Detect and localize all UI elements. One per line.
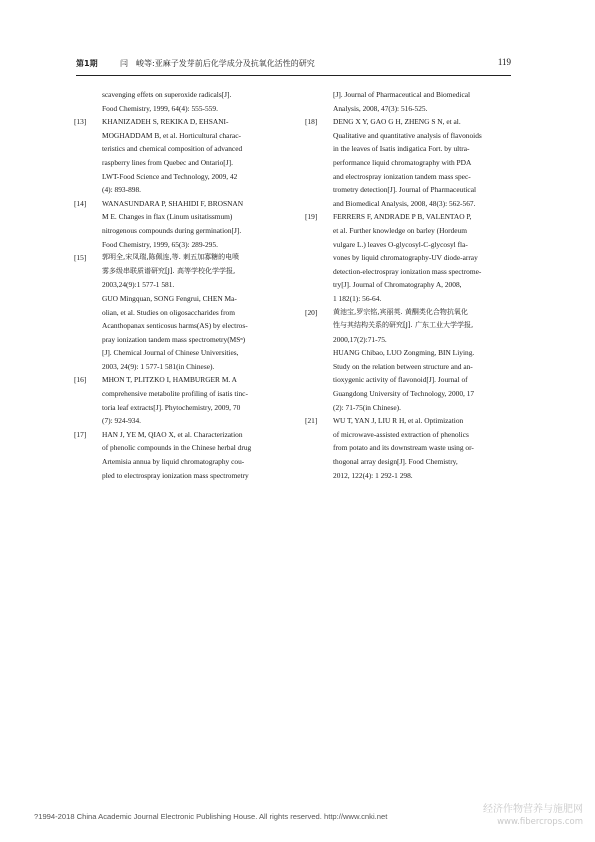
- reference-line: nitrogenous compounds during germination[J].: [102, 225, 242, 235]
- site-watermark: [483, 804, 583, 828]
- reference-line: olian, et al. Studies on oligosaccharides from: [102, 307, 235, 317]
- reference-line: MHON T, PLITZKO I, HAMBURGER M. A: [102, 375, 238, 385]
- header-rule: [76, 75, 511, 76]
- reference-entry: [305, 210, 521, 305]
- reference-line: raspberry lines from Quebec and Ontario[J].: [102, 157, 233, 167]
- reference-line: MOGHADDAM B, et al. Horticultural charac-: [102, 130, 241, 140]
- reference-number: [20]: [305, 307, 318, 317]
- reference-line: pray ionization tandem mass spectrometry(MSⁿ): [102, 334, 246, 344]
- reference-column-left: [74, 88, 290, 482]
- reference-line: and electrospray ionization tandem mass spec-: [333, 171, 471, 181]
- continued-reference: [305, 88, 521, 115]
- reference-line: vones by liquid chromatography-UV diode-array: [333, 253, 478, 263]
- reference-line: of phenolic compounds in the Chinese herbal drug: [102, 443, 252, 453]
- reference-line: (4): 893-898.: [102, 185, 141, 195]
- reference-number: [16]: [74, 375, 87, 385]
- reference-entry: [305, 306, 521, 415]
- reference-line: Analysis, 2008, 47(3): 516-525.: [333, 103, 428, 113]
- reference-line: Artemisia annua by liquid chromatography cou-: [102, 457, 245, 467]
- page-number: 119: [497, 57, 511, 67]
- reference-line: and Biomedical Analysis, 2008, 48(3): 562-567.: [333, 198, 476, 208]
- reference-line: 2012, 122(4): 1 292-1 298.: [333, 470, 413, 480]
- reference-line: from potato and its downstream waste using or-: [333, 443, 474, 453]
- reference-line: scavenging effets on superoxide radicals[J].: [102, 90, 232, 99]
- reference-line: of microwave-assisted extraction of phenolics: [333, 429, 469, 439]
- reference-entry: [305, 414, 521, 482]
- reference-entry: [74, 428, 290, 482]
- reference-number: [17]: [74, 429, 87, 439]
- reference-line: vulgare L.) leaves O-glycosyl-C-glycosyl fla-: [333, 239, 468, 249]
- reference-line: try[J]. Journal of Chromatography A, 2008,: [333, 280, 462, 290]
- copyright-footer: ?1994-2018 China Academic Journal Electronic Publishing House. All rights reserved. http://www.cnki.net: [34, 812, 388, 821]
- reference-line: detection-electrospray ionization mass spectrome-: [333, 266, 482, 276]
- reference-number: [13]: [74, 117, 87, 127]
- watermark-url: www.fibercrops.com: [497, 817, 583, 827]
- reference-line: Study on the relation between structure and an-: [333, 361, 473, 371]
- reference-line: Qualitative and quantitative analysis of flavonoids: [333, 130, 482, 140]
- reference-line: toria leaf extracts[J]. Phytochemistry, 2009, 70: [102, 402, 241, 412]
- reference-entry: [74, 197, 290, 251]
- reference-entry: [74, 251, 290, 373]
- reference-line: FERRERS F, ANDRADE P B, VALENTAO P,: [333, 212, 472, 222]
- reference-entry: [74, 373, 290, 427]
- reference-line: 黄池宝,罗宗铭,宾丽英. 黄酮类化合物抗氧化: [333, 307, 468, 316]
- reference-line: 2003, 24(9): 1 577-1 581(in Chinese).: [102, 361, 215, 371]
- reference-line: 雾多级串联质谱研究[J]. 高等学校化学学报,: [102, 266, 236, 275]
- reference-line: WU T, YAN J, LIU R H, et al. Optimization: [333, 416, 464, 426]
- reference-line: (7): 924-934.: [102, 416, 141, 426]
- reference-line: 郭明全,宋凤瑞,陈佩连,等. 刺五加寡糖的电喷: [102, 253, 240, 262]
- reference-line: 性与其结构关系的研究[J]. 广东工业大学学报,: [333, 321, 474, 330]
- reference-line: 2003,24(9):1 577-1 581.: [102, 280, 175, 290]
- reference-line: performance liquid chromatography with PDA: [333, 157, 472, 167]
- watermark-text: 经济作物营养与施肥网: [483, 804, 583, 815]
- reference-line: comprehensive metabolite profiling of isatis tinc-: [102, 389, 248, 399]
- reference-number: [21]: [305, 416, 318, 426]
- reference-line: Guangdong University of Technology, 2000, 17: [333, 389, 475, 399]
- reference-line: Acanthopanax senticosus harms(AS) by electros-: [102, 321, 248, 331]
- reference-line: Food Chemistry, 1999, 64(4): 555-559.: [102, 103, 218, 113]
- reference-line: [J]. Journal of Pharmaceutical and Biomedical: [333, 90, 471, 99]
- reference-number: [15]: [74, 253, 87, 263]
- reference-line: in the leaves of Isatis indigatica Fort. by ultra-: [333, 144, 470, 154]
- reference-line: WANASUNDARA P, SHAHIDI F, BROSNAN: [102, 198, 244, 208]
- reference-number: [14]: [74, 198, 87, 208]
- reference-line: [J]. Chemical Journal of Chinese Universities,: [102, 348, 239, 358]
- running-title: 闫 峻等:亚麻子发芽前后化学成分及抗氧化活性的研究: [120, 59, 315, 68]
- issue-label: 第1期: [76, 59, 98, 68]
- reference-line: Food Chemistry, 1999, 65(3): 289-295.: [102, 239, 218, 249]
- running-header: [76, 56, 511, 72]
- reference-line: et al. Further knowledge on barley (Hordeum: [333, 225, 468, 235]
- reference-line: LWT-Food Science and Technology, 2009, 42: [102, 171, 238, 181]
- reference-number: [18]: [305, 117, 318, 127]
- continued-reference: [74, 88, 290, 115]
- reference-line: HUANG Chibao, LUO Zongming, BIN Liying.: [333, 348, 475, 358]
- reference-line: tioxygenic activity of flavonoid[J]. Journal of: [333, 375, 468, 385]
- reference-line: pled to electrospray ionization mass spectrometry: [102, 470, 249, 480]
- reference-line: 2000,17(2):71-75.: [333, 334, 387, 344]
- reference-entry: [305, 115, 521, 210]
- reference-line: GUO Mingquan, SONG Fengrui, CHEN Ma-: [102, 293, 237, 303]
- reference-number: [19]: [305, 212, 318, 222]
- reference-line: thogonal array design[J]. Food Chemistry,: [333, 457, 458, 467]
- reference-line: trometry detection[J]. Journal of Pharmaceutical: [333, 185, 477, 195]
- reference-line: (2): 71-75(in Chinese).: [333, 402, 401, 412]
- reference-line: HAN J, YE M, QIAO X, et al. Characterization: [102, 429, 243, 439]
- reference-line: 1 182(1): 56-64.: [333, 293, 382, 303]
- reference-entry: [74, 115, 290, 197]
- reference-column-right: [305, 88, 521, 482]
- reference-line: DENG X Y, GAO G H, ZHENG S N, et al.: [333, 117, 461, 127]
- reference-line: M E. Changes in flax (Linum usitatissmum): [102, 212, 233, 222]
- reference-line: KHANIZADEH S, REKIKA D, EHSANI-: [102, 117, 229, 127]
- reference-line: teristics and chemical composition of advanced: [102, 144, 243, 154]
